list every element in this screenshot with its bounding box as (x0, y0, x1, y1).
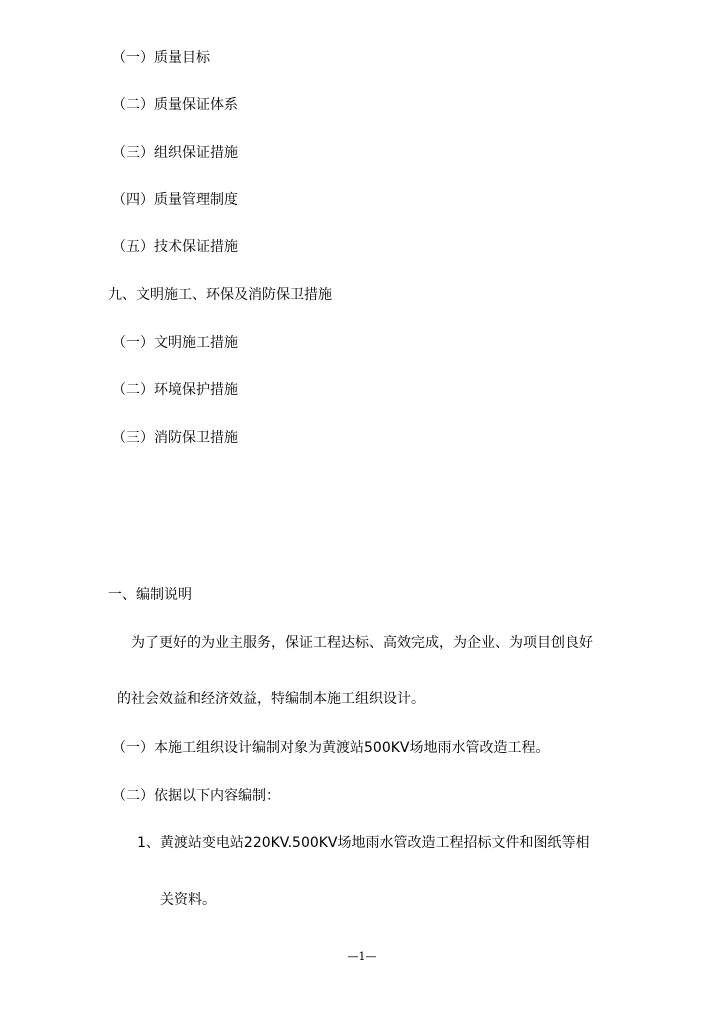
toc-item: （一）质量目标 (112, 50, 210, 66)
toc-item: （五）技术保证措施 (112, 239, 238, 255)
page-number: —1— (347, 950, 377, 963)
toc-chapter-heading: 九、文明施工、环保及消防保卫措施 (108, 287, 332, 303)
toc-item: （三）消防保卫措施 (112, 430, 238, 446)
sub-item-line: 1、黄渡站变电站220KV.500KV场地雨水管改造工程招标文件和图纸等相 (137, 835, 590, 851)
numbered-item: （一）本施工组织设计编制对象为黄渡站500KV场地雨水管改造工程。 (112, 740, 550, 756)
section-heading: 一、编制说明 (108, 587, 192, 603)
toc-item: （二）环境保护措施 (112, 382, 238, 398)
numbered-item: （二）依据以下内容编制： (112, 788, 280, 804)
body-paragraph-line: 为了更好的为业主服务，保证工程达标、高效完成，为企业、为项目创良好 (131, 635, 593, 651)
toc-item: （一）文明施工措施 (112, 335, 238, 351)
sub-item-line: 关资料。 (160, 892, 216, 908)
toc-item: （三）组织保证措施 (112, 145, 238, 161)
body-paragraph-line: 的社会效益和经济效益，特编制本施工组织设计。 (117, 691, 425, 707)
toc-item: （二）质量保证体系 (112, 97, 238, 113)
toc-item: （四）质量管理制度 (112, 192, 238, 208)
